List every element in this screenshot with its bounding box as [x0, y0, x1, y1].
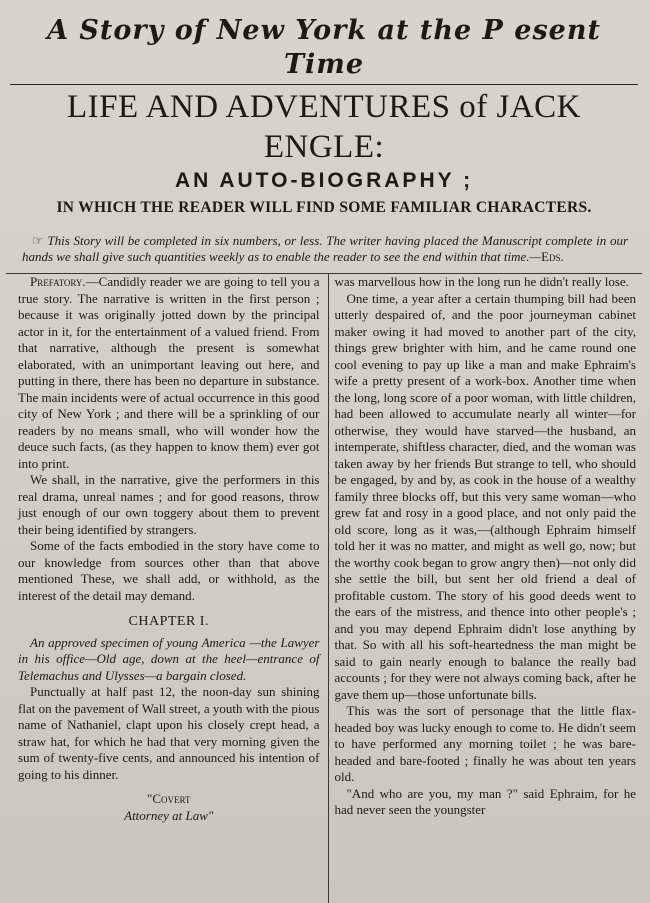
paragraph: This was the sort of personage that the little flax-headed boy was lucky enough to come to. He didn't seem to have performed any morning toilet ; he was bare-headed and bare-footed ; finally he was about ten years old. — [334, 703, 636, 784]
paragraph: One time, a year after a certain thumping bill had been utterly despaired of, and the poor journeyman cabinet maker owing it had moved to another part of the city, things grew brighter with him, and he came round one cool evening to pay up like a man and make Ephraim's wife a pretty present of a work-box. Another time when the long, long score of a poor woman, with little children, had been allowed to accumulate nearly all winter—for otherwise, they would have starved—the husband, an intemperate, shiftless character, died, and the woman was taken away by her friends But strange to tell, who should be engaged, by and by, as cook in the house of a wealthy family three blocks off, but this very same woman—who grew fat and rosy in a good place, and not only paid the old score, long as it was,—(although Ephraim himself told her it was no matter, and might as well go, now; but the worthy cook began to grow angry then)—not only did she settle the bill, but sent her old friend a deal of profitable custom. The story of his good deeds went to the ears of the mistress, and thence into other people's ; and you may depend Ephraim didn't lose anything by that. So with all his soft-heartedness the man might be said to gain nearly enough to balance the really bad accounts ; for they were not always coming back, after he gave them up—those unfortunate bills. — [334, 290, 636, 702]
paragraph: was marvellous how in the long run he didn't really lose. — [334, 274, 629, 289]
chapter-synopsis: An approved specimen of young America —the Lawyer in his office—Old age, down at the heel—entrance of Telemachus and Ulysses—a bargain closed. — [18, 634, 320, 683]
prefatory-text: —Candidly reader we are going to tell you a true story. The narrative is written in the first person ; because it was originally jotted down by the principal actor in it, for the entertainment of a valued friend. From that narrative, although the present is somewhat elaborated, with an unimportant leaving out here, and putting in there, there has been no departure in substance. The main incidents were of actual occurrence in this good city of New York ; and there will be a sprinkling of our readers by no means small, who will wonder how the deuce such facts, (as they happen to know them) ever got into print. — [18, 274, 320, 471]
rule — [10, 84, 638, 85]
prefatory-lead: Prefatory. — [30, 274, 86, 289]
story-title: LIFE AND ADVENTURES of JACK ENGLE: — [66, 89, 581, 165]
masthead — [6, 14, 642, 219]
right-column — [329, 274, 643, 903]
paragraph: Punctually at half past 12, the noon-day sun shining flat on the pavement of Wall street, a youth with the pious name of Nathaniel, clapt upon his closely crept head, a straw hat, for which he had that very morning given the sum of twenty-five cents, and announced his intention of going to his dinner. — [18, 684, 320, 782]
story-subtitle-2: IN WHICH THE READER WILL FIND SOME FAMILIAR CHARACTERS. — [56, 199, 592, 216]
office-sign — [18, 791, 320, 824]
notice-text: This Story will be completed in six numbers, or less. The writer having placed the Manuscript complete in our hands we shall give such quantities weekly as to enable the reader to see the end within that time.— — [22, 233, 628, 264]
story-subtitle: AN AUTO-BIOGRAPHY ; — [174, 169, 474, 192]
prefatory-paragraph — [18, 274, 320, 472]
chapter-heading: CHAPTER I. — [128, 614, 209, 629]
story-columns — [6, 273, 642, 903]
pointing-hand-icon: ☞ — [32, 233, 44, 248]
paragraph: Some of the facts embodied in the story have come to our knowledge from sources other than that above mentioned These, we shall add, or withhold, as the interest of the detail may demand. — [18, 538, 320, 603]
notice-signature: Eds. — [541, 249, 564, 264]
editor-notice — [22, 233, 628, 265]
left-column — [6, 274, 329, 903]
sign-line-1: "Covert — [147, 791, 191, 806]
paragraph: We shall, in the narrative, give the performers in this real drama, unreal names ; and for good reasons, throw just enough of our own toggery about them to prevent their being identified by strangers. — [18, 472, 320, 537]
masthead-kicker: A Story of New York at the P esent Time — [47, 15, 601, 80]
sign-line-2: Attorney at Law" — [124, 807, 214, 823]
paragraph: "And who are you, my man ?" said Ephraim, for he had never seen the youngster — [334, 785, 636, 817]
